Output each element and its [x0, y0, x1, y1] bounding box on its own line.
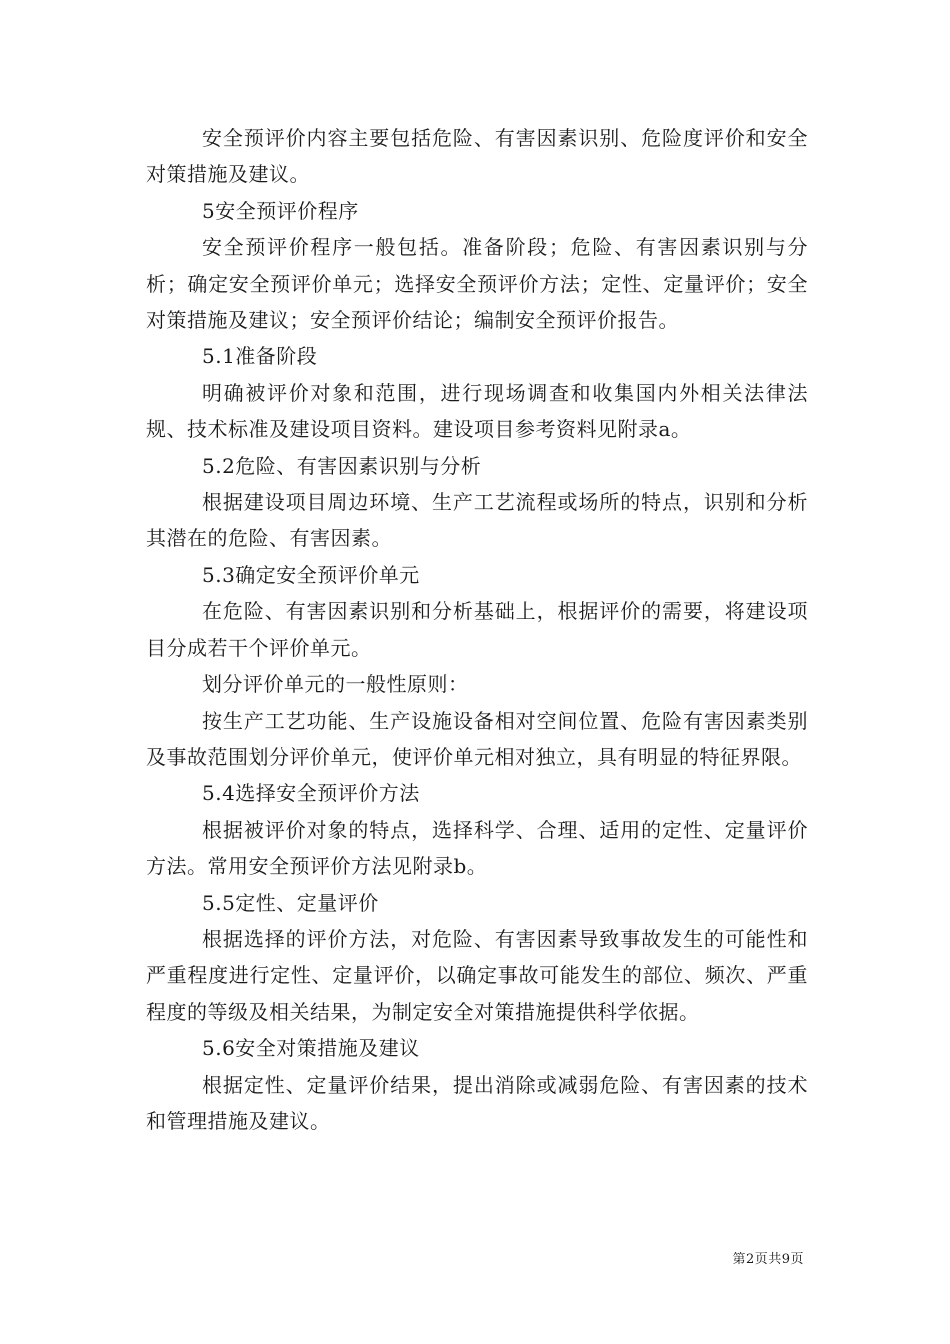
page-number: 第2页共9页 [732, 1252, 804, 1267]
paragraph-5-5: 根据选择的评价方法，对危险、有害因素导致事故发生的可能性和严重程度进行定性、定量评价，以确定事故可能发生的部位、频次、严重程度的等级及相关结果，为制定安全对策措施提供科学依据。 [146, 926, 808, 1024]
document-body [146, 120, 808, 1139]
heading-unit-principles: 划分评价单元的一般性原则： [202, 672, 469, 697]
paragraph-5-2: 根据建设项目周边环境、生产工艺流程或场所的特点，识别和分析其潜在的危险、有害因素。 [146, 490, 808, 551]
heading-5-6: 5.6安全对策措施及建议 [202, 1036, 420, 1061]
paragraph-unit-principles: 按生产工艺功能、生产设施设备相对空间位置、危险有害因素类别及事故范围划分评价单元，使评价单元相对独立，具有明显的特征界限。 [146, 708, 808, 769]
heading-5-1: 5.1准备阶段 [202, 344, 318, 369]
paragraph-5-3: 在危险、有害因素识别和分析基础上，根据评价的需要，将建设项目分成若干个评价单元。 [146, 599, 808, 660]
heading-5-5: 5.5定性、定量评价 [202, 890, 379, 915]
paragraph-5-6: 根据定性、定量评价结果，提出消除或减弱危险、有害因素的技术和管理措施及建议。 [146, 1072, 808, 1133]
paragraph-procedure: 安全预评价程序一般包括。准备阶段；危险、有害因素识别与分析；确定安全预评价单元；选择安全预评价方法；定性、定量评价；安全对策措施及建议；安全预评价结论；编制安全预评价报告。 [146, 235, 808, 333]
paragraph-5-1: 明确被评价对象和范围，进行现场调查和收集国内外相关法律法规、技术标准及建设项目资料。建设项目参考资料见附录a。 [146, 380, 808, 442]
heading-5-4: 5.4选择安全预评价方法 [202, 781, 420, 806]
paragraph-eval-content: 安全预评价内容主要包括危险、有害因素识别、危险度评价和安全对策措施及建议。 [146, 126, 808, 187]
heading-5-3: 5.3确定安全预评价单元 [202, 562, 420, 587]
paragraph-5-4: 根据被评价对象的特点，选择科学、合理、适用的定性、定量评价方法。常用安全预评价方法见附录b。 [146, 817, 808, 879]
heading-5-2: 5.2危险、有害因素识别与分析 [202, 453, 482, 478]
heading-procedure: 5安全预评价程序 [202, 198, 359, 223]
